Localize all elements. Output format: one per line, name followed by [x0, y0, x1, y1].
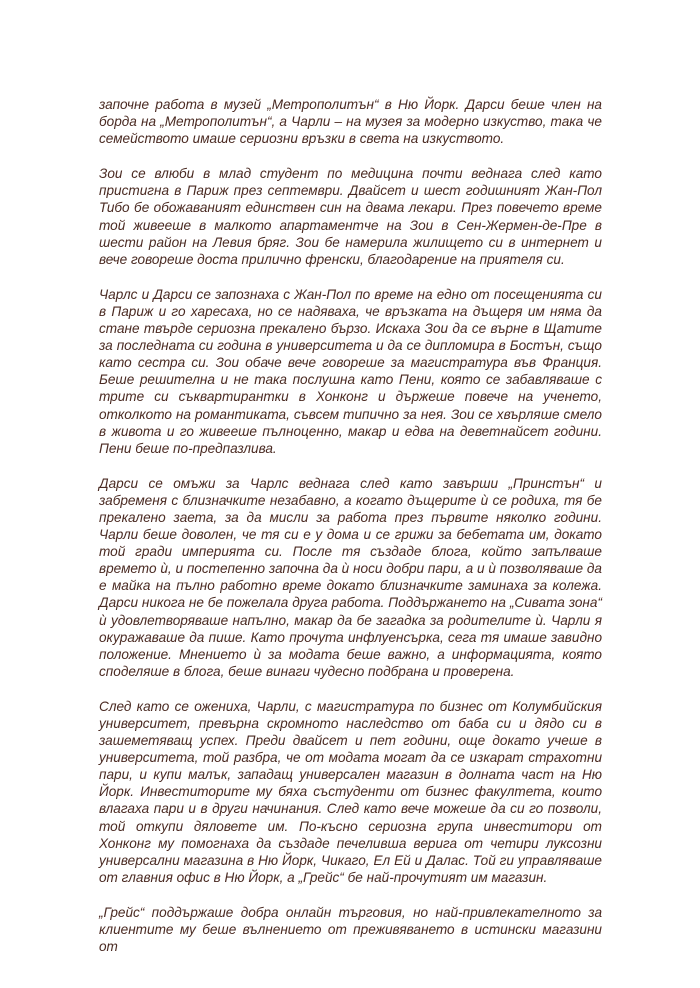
paragraph-4: Дарси се омъжи за Чарлс веднага след като завърши „Принстън“ и забременя с близначките незабавно, а когато дъщерите ѝ се родиха, тя бе прекалено заета, за да мисли за работа през първите няколко години. Чарли беше доволен, че тя си е у дома и се грижи за бебетата им, докато той гради империята си. После тя създаде блога, който запълваше времето ѝ, и постепенно започна да ѝ носи добри пари, а и ѝ позволяваше да е майка на пълно работно време докато близначките заминаха за колежа. Дарси никога не бе пожелала друга работа. Поддържането на „Сивата зона“ ѝ удовлетворяваше напълно, макар да бе загадка за родителите ѝ. Чарли я окуражаваше да пише. Като прочута инфлуенсърка, сега тя имаше завидно положение. Мнението ѝ за модата беше важно, а информацията, която споделяше в блога, беше винаги чудесно подбрана и проверена. [99, 475, 602, 679]
body-text [99, 96, 602, 955]
paragraph-2: Зои се влюби в млад студент по медицина почти веднага след като пристигна в Париж през септември. Двайсет и шест годишният Жан-Пол Тибо бе обожаваният единствен син на двама лекари. През повечето време той живееше в малкото апартаментче на Зои в Сен-Жермен-де-Пре в шести район на Левия бряг. Зои бе намерила жилището си в интернет и вече говореше доста прилично френски, благодарение на приятеля си. [99, 166, 602, 267]
paragraph-6: „Грейс“ поддържаше добра онлайн търговия, но най-привлекателното за клиентите му беше вълнението от преживяването в истински магазини от [99, 904, 602, 955]
paragraph-3: Чарлс и Дарси се запознаха с Жан-Пол по време на едно от посещенията си в Париж и го харесаха, но се надяваха, че връзката на дъщеря им няма да стане твърде сериозна прекалено бързо. Искаха Зои да се върне в Щатите за последната си година в университета и да се дипломира в Бостън, също като сестра си. Зои обаче вече говореше за магистратура във Франция. Беше решителна и не така послушна като Пени, която се забавляваше с трите си съквартирантки в Хонконг и държеше повече на ученето, отколкото на романтиката, съвсем типично за нея. Зои се хвърляше смело в живота и го живееше пълноценно, макар и едва на деветнайсет години. Пени беше по-предпазлива. [99, 286, 602, 456]
paragraph-5: След като се ожениха, Чарли, с магистратура по бизнес от Колумбийския университет, превърна скромното наследство от баба си и дядо си в зашеметяващ успех. Преди двайсет и пет години, още докато учеше в университета, той разбра, че от модата могат да се изкарат страхотни пари, и купи малък, западащ универсален магазин в долната част на Ню Йорк. Инвеститорите му бяха състуденти от бизнес факултета, които влагаха пари и в други начинания. След като вече можеше да си го позволи, той откупи дяловете им. По-късно сериозна група инвеститори от Хонконг му помогнаха да създаде печеливша верига от четири луксозни универсални магазина в Ню Йорк, Чикаго, Ел Ей и Далас. Той ги управляваше от главния офис в Ню Йорк, а „Грейс“ бе най-прочутият им магазин. [99, 698, 602, 885]
paragraph-1: започне работа в музей „Метрополитън“ в Ню Йорк. Дарси беше член на борда на „Метрополитън“, а Чарли – на музея за модерно изкуство, така че семейството имаше сериозни връзки в света на изкуството. [99, 97, 602, 147]
